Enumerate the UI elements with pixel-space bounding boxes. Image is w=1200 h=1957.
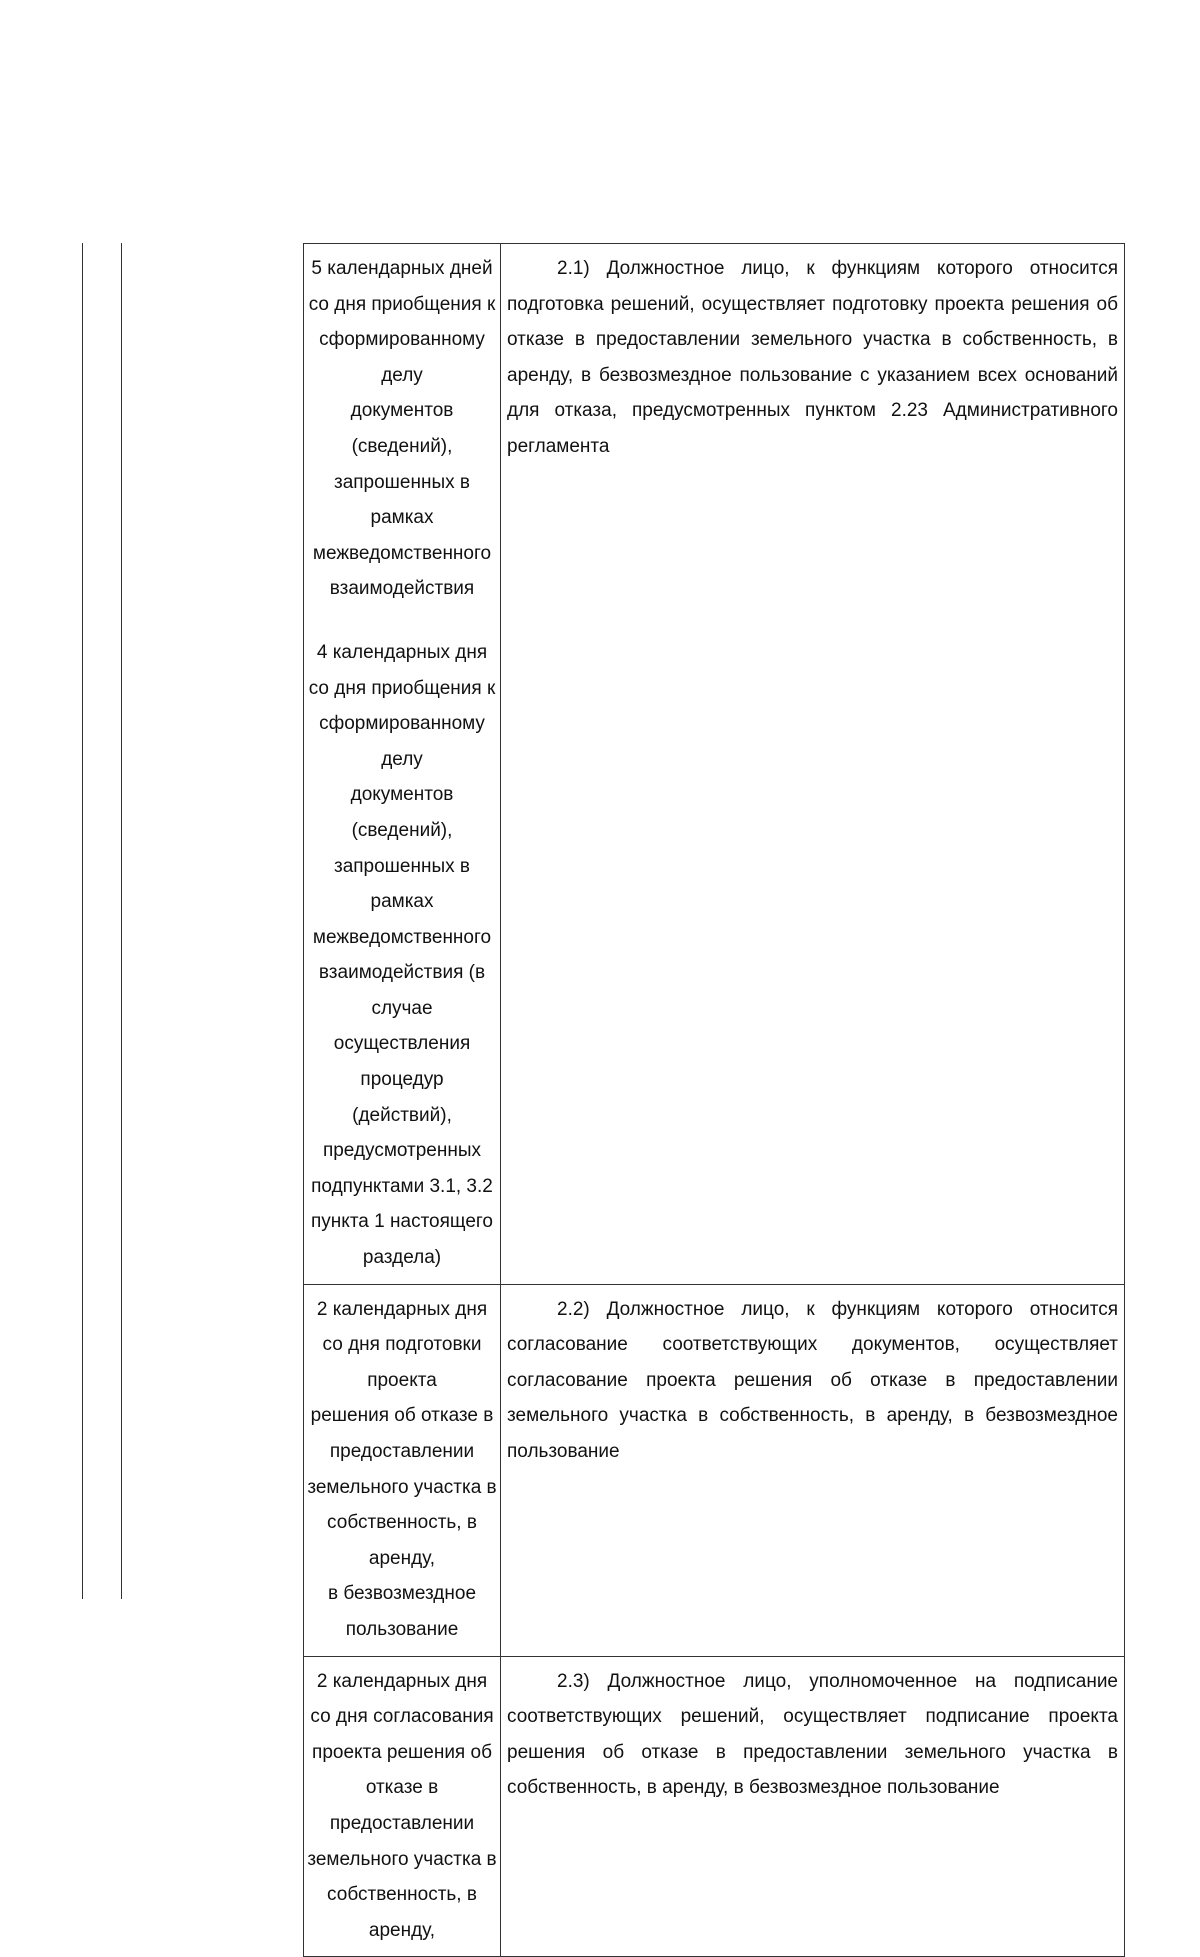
- term-text: 4 календарных дня со дня приобщения к сформированному делу документов (сведений), запрошенных в рамках межведомственного взаимодействия (в случае осуществления процедур (действий), предусмотренных подпунктами 3.1, 3.2 пункта 1 настоящего раздела): [308, 641, 496, 1269]
- action-text: 2.2) Должностное лицо, к функциям которого относится согласование соответствующих документов, осуществляет согласование проекта решения об отказе в предоставлении земельного участка в собственность, в аренду, в безвозмездное пользование: [507, 1298, 1118, 1462]
- action-text: 2.3) Должностное лицо, уполномоченное на подписание соответствующих решений, осуществляет подписание проекта решения об отказе в предоставлении земельного участка в собственность, в аренду, в безвозмездное пользование: [507, 1670, 1118, 1799]
- table-row: [304, 244, 1125, 1285]
- term-cell: [304, 1284, 501, 1656]
- term-cell: [304, 244, 501, 1285]
- term-text: 5 календарных дней со дня приобщения к сформированному делу документов (сведений), запрошенных в рамках межведомственного взаимодействия: [308, 258, 496, 600]
- action-text: 2.1) Должностное лицо, к функциям которого относится подготовка решений, осуществляет подготовку проекта решения об отказе в предоставлении земельного участка в собственность, в аренду, в безвозмездное пользование с указанием всех оснований для отказа, предусмотренных пунктом 2.23 Административного регламента: [507, 258, 1118, 457]
- term-text: 2 календарных дня со дня согласования проекта решения об отказе в предоставлении земельного участка в собственность, в аренду,: [307, 1670, 497, 1941]
- table-row: [304, 1656, 1125, 1957]
- action-cell: [501, 1284, 1125, 1656]
- table-row: [304, 1284, 1125, 1656]
- left-column-border: [121, 243, 122, 1599]
- term-text: 2 календарных дня со дня подготовки проекта решения об отказе в предоставлении земельного участка в собственность, в аренду, в безвозмездное пользование: [307, 1298, 497, 1640]
- term-cell: [304, 1656, 501, 1957]
- left-column-border: [82, 243, 83, 1599]
- action-cell: [501, 244, 1125, 1285]
- action-cell: [501, 1656, 1125, 1957]
- procedure-table: [303, 243, 1125, 1957]
